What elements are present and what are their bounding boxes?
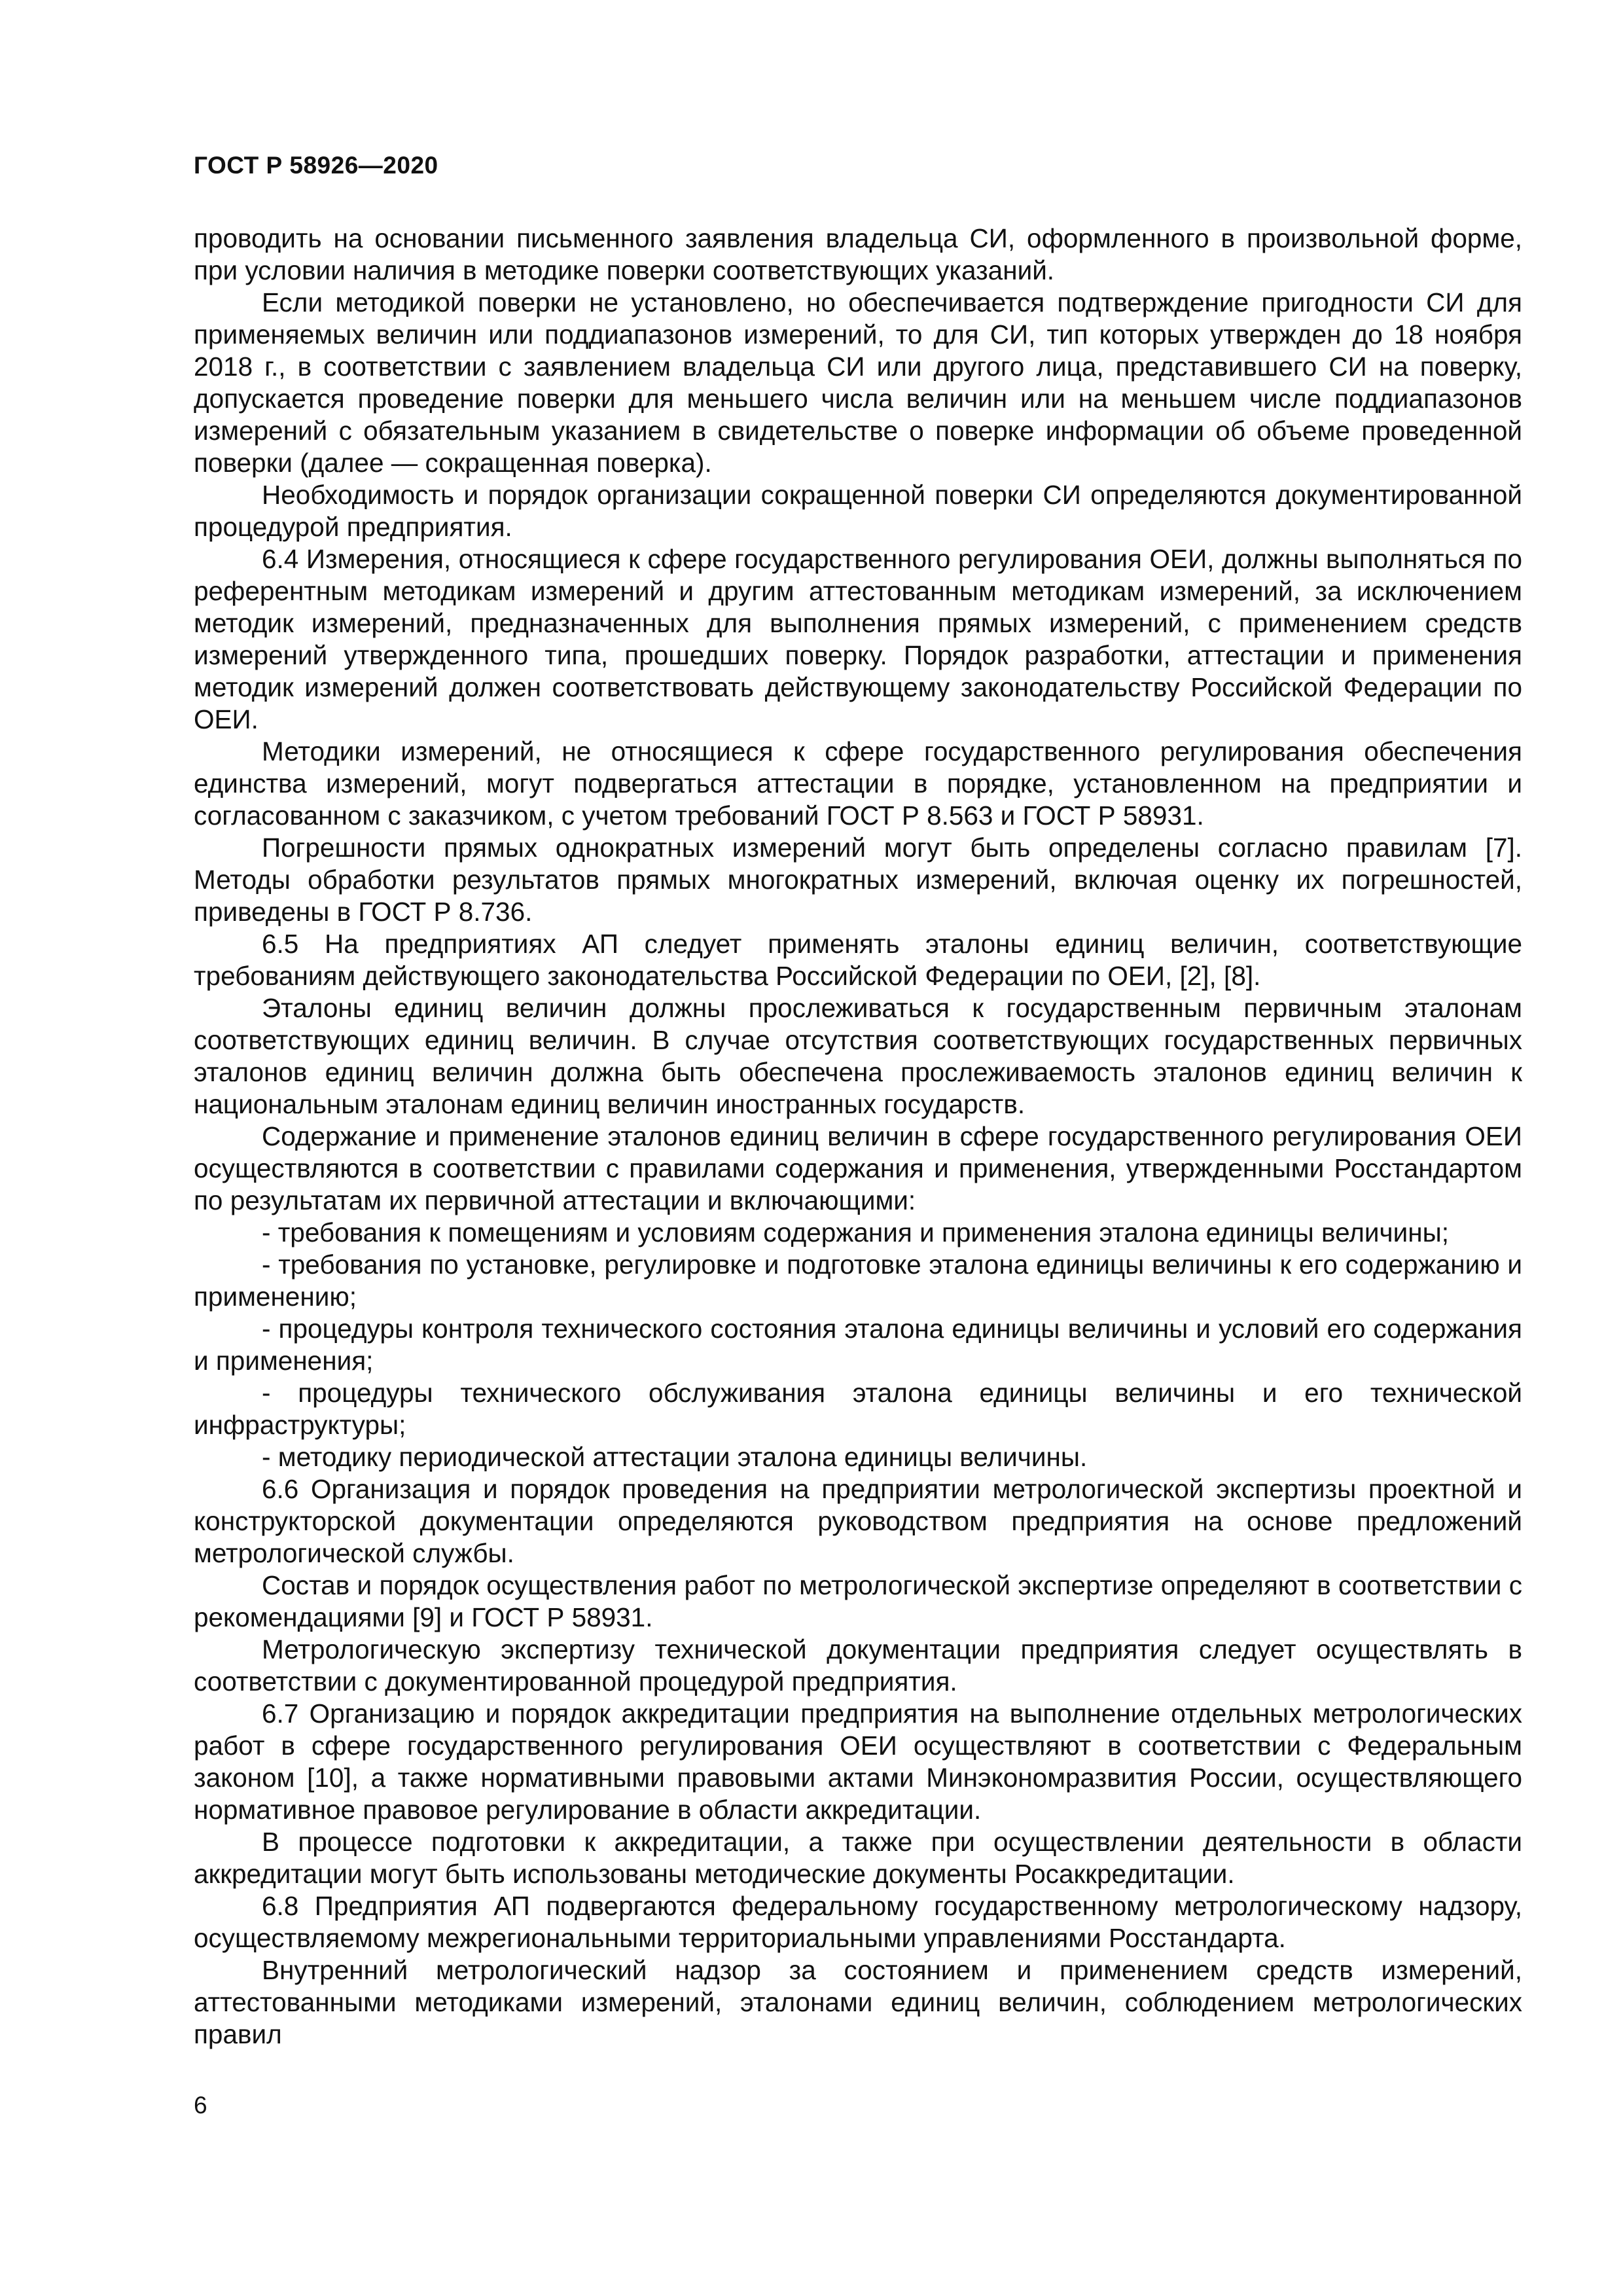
paragraph: Внутренний метрологический надзор за состоянием и применением средств измерений, аттестованными методиками измерений, эталонами единиц величин, соблюдением метрологических правил — [194, 1955, 1522, 2049]
paragraph-continuation: проводить на основании письменного заявления владельца СИ, оформленного в произвольной форме, при условии наличия в методике поверки соответствующих указаний. — [194, 223, 1522, 285]
clause-6-5: 6.5 На предприятиях АП следует применять эталоны единиц величин, соответствующие требованиям действующего законодательства Российской Федерации по ОЕИ, [2], [8]. — [194, 929, 1522, 991]
clause-6-6: 6.6 Организация и порядок проведения на предприятии метрологической экспертизы проектной и конструкторской документации определяются руководством предприятия на основе предложений метрологической службы. — [194, 1474, 1522, 1568]
paragraph: В процессе подготовки к аккредитации, а также при осуществлении деятельности в области аккредитации могут быть использованы методические документы Росаккредитации. — [194, 1827, 1522, 1889]
paragraph: Если методикой поверки не установлено, но обеспечивается подтверждение пригодности СИ для применяемых величин или поддиапазонов измерений, то для СИ, тип которых утвержден до 18 ноября 2018 г., в соответствии с заявлением владельца СИ или другого лица, представившего СИ на поверку, допускается проведение поверки для меньшего числа величин или на меньшем числе поддиапазонов измерений с обязательным указанием в свидетельстве о поверке информации об объеме проведенной поверки (далее — сокращенная поверка). — [194, 287, 1522, 478]
list-item: - процедуры технического обслуживания эталона единицы величины и его технической инфраструктуры; — [194, 1378, 1522, 1440]
paragraph: Методики измерений, не относящиеся к сфере государственного регулирования обеспечения единства измерений, могут подвергаться аттестации в порядке, установленном на предприятии и согласованном с заказчиком, с учетом требований ГОСТ Р 8.563 и ГОСТ Р 58931. — [194, 736, 1522, 831]
clause-6-7: 6.7 Организацию и порядок аккредитации предприятия на выполнение отдельных метрологических работ в сфере государственного регулирования ОЕИ осуществляют в соответствии с Федеральным законом [10], а также нормативными правовыми актами Минэкономразвития России, осуществляющего нормативное правовое регулирование в области аккредитации. — [194, 1698, 1522, 1825]
paragraph: Содержание и применение эталонов единиц величин в сфере государственного регулирования ОЕИ осуществляются в соответствии с правилами содержания и применения, утвержденными Росстандартом по результатам их первичной аттестации и включающими: — [194, 1121, 1522, 1215]
clause-6-8: 6.8 Предприятия АП подвергаются федеральному государственному метрологическому надзору, осуществляемому межрегиональными территориальными управлениями Росстандарта. — [194, 1891, 1522, 1953]
paragraph: Состав и порядок осуществления работ по метрологической экспертизе определяют в соответствии с рекомендациями [9] и ГОСТ Р 58931. — [194, 1570, 1522, 1632]
clause-6-4: 6.4 Измерения, относящиеся к сфере государственного регулирования ОЕИ, должны выполняться по референтным методикам измерений и другим аттестованным методикам измерений, за исключением методик измерений, предназначенных для выполнения прямых измерений, с применением средств измерений утвержденного типа, прошедших поверку. Порядок разработки, аттестации и применения методик измерений должен соответствовать действующему законодательству Российской Федерации по ОЕИ. — [194, 544, 1522, 734]
paragraph: Эталоны единиц величин должны прослеживаться к государственным первичным эталонам соответствующих единиц величин. В случае отсутствия соответствующих государственных первичных эталонов единиц величин должна быть обеспечена прослеживаемость эталонов единиц величин к национальным эталонам единиц величин иностранных государств. — [194, 993, 1522, 1119]
document-body — [194, 223, 1522, 2051]
list-item: - методику периодической аттестации эталона единицы величины. — [262, 1442, 1088, 1472]
list-item: - требования к помещениям и условиям содержания и применения эталона единицы величины; — [262, 1217, 1449, 1247]
page-number: 6 — [194, 2092, 207, 2119]
list-item: - требования по установке, регулировке и подготовке эталона единицы величины к его содержанию и применению; — [194, 1249, 1522, 1312]
list-item: - процедуры контроля технического состояния эталона единицы величины и условий его содержания и применения; — [194, 1314, 1522, 1376]
document-code-header: ГОСТ Р 58926—2020 — [194, 152, 438, 179]
paragraph: Погрешности прямых однократных измерений могут быть определены согласно правилам [7]. Методы обработки результатов прямых многократных измерений, включая оценку их погрешностей, приведены в ГОСТ Р 8.736. — [194, 833, 1522, 927]
paragraph: Необходимость и порядок организации сокращенной поверки СИ определяются документированной процедурой предприятия. — [194, 480, 1522, 542]
paragraph: Метрологическую экспертизу технической документации предприятия следует осуществлять в соответствии с документированной процедурой предприятия. — [194, 1634, 1522, 1696]
